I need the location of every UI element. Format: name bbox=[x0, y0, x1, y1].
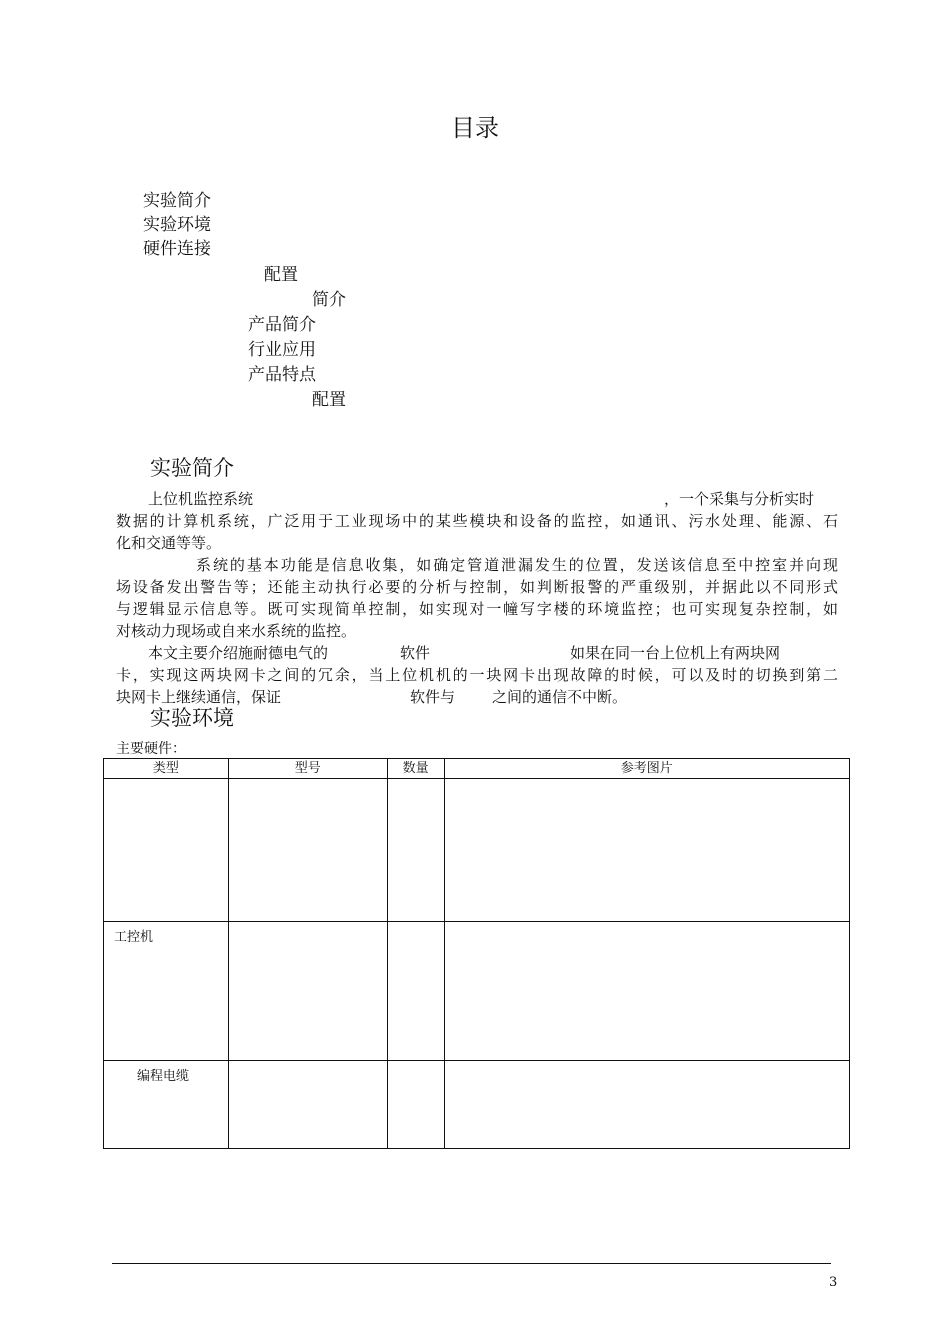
section-heading-environment: 实验环境 bbox=[150, 706, 234, 730]
table-cell bbox=[444, 779, 849, 922]
toc-item-config-2[interactable]: 配置 bbox=[312, 390, 346, 410]
text-segment: 系统的基本功能是信息收集，如确定管道泄漏发生的位置，发送该信息至中控室并向现 bbox=[196, 556, 838, 574]
hardware-table bbox=[103, 758, 850, 1149]
toc-item-hardware-connection[interactable]: 硬件连接 bbox=[143, 239, 211, 259]
column-header-quantity: 数量 bbox=[387, 759, 444, 779]
page-number: 3 bbox=[829, 1275, 838, 1290]
text-segment: 之间的通信不中断。 bbox=[492, 688, 628, 706]
table-cell bbox=[387, 922, 444, 1061]
text-segment: 块网卡上继续通信，保证 bbox=[116, 688, 282, 706]
toc-item-product-intro[interactable]: 产品简介 bbox=[248, 315, 316, 335]
column-header-reference-image: 参考图片 bbox=[444, 759, 849, 779]
table-cell bbox=[104, 779, 229, 922]
toc-item-intro[interactable]: 实验简介 bbox=[143, 191, 211, 211]
text-line: 卡，实现这两块网卡之间的冗余，当上位机机的一块网卡出现故障的时候，可以及时的切换到第二 bbox=[116, 666, 838, 684]
text-segment: ，一个采集与分析实时 bbox=[664, 490, 815, 508]
text-line: 与逻辑显示信息等。既可实现简单控制，如实现对一幢写字楼的环境监控；也可实现复杂控制，如 bbox=[116, 600, 838, 618]
table-cell bbox=[387, 1061, 444, 1149]
toc-item-industry-application[interactable]: 行业应用 bbox=[248, 340, 316, 360]
text-segment: 本文主要介绍施耐德电气的 bbox=[148, 644, 329, 662]
text-line: 场设备发出警告等；还能主动执行必要的分析与控制，如判断报警的严重级别，并据此以不同形式 bbox=[116, 578, 838, 596]
table-cell bbox=[228, 922, 387, 1061]
paragraph-intro-2 bbox=[116, 554, 838, 642]
toc-item-product-features[interactable]: 产品特点 bbox=[248, 365, 316, 385]
toc-title: 目录 bbox=[451, 114, 499, 142]
table-header-row bbox=[104, 759, 850, 779]
text-line: 数据的计算机系统，广泛用于工业现场中的某些模块和设备的监控，如通讯、污水处理、能源、石 bbox=[116, 512, 838, 530]
text-line: 化和交通等等。 bbox=[116, 534, 222, 552]
table-row bbox=[104, 779, 850, 922]
table-cell bbox=[228, 1061, 387, 1149]
text-line: 对核动力现场或自来水系统的监控。 bbox=[116, 622, 357, 640]
section-heading-intro: 实验简介 bbox=[150, 456, 234, 480]
table-cell: 编程电缆 bbox=[104, 1061, 229, 1149]
column-header-model: 型号 bbox=[228, 759, 387, 779]
text-segment: 如果在同一台上位机上有两块网 bbox=[570, 644, 781, 662]
text-segment: 软件 bbox=[400, 644, 431, 662]
table-cell bbox=[387, 779, 444, 922]
paragraph-intro-1 bbox=[116, 488, 838, 554]
column-header-type: 类型 bbox=[104, 759, 229, 779]
text-segment: 软件与 bbox=[410, 688, 456, 706]
table-cell bbox=[228, 779, 387, 922]
paragraph-intro-3 bbox=[116, 642, 838, 708]
hardware-label: 主要硬件： bbox=[116, 741, 186, 757]
toc-item-config[interactable]: 配置 bbox=[264, 265, 298, 285]
table-row bbox=[104, 1061, 850, 1149]
table-row bbox=[104, 922, 850, 1061]
table-cell bbox=[444, 1061, 849, 1149]
table-cell: 工控机 bbox=[104, 922, 229, 1061]
toc-item-environment[interactable]: 实验环境 bbox=[143, 215, 211, 235]
footer-divider bbox=[112, 1263, 831, 1264]
table-cell bbox=[444, 922, 849, 1061]
text-segment: 上位机监控系统 bbox=[148, 490, 254, 508]
toc-item-overview[interactable]: 简介 bbox=[312, 290, 346, 310]
